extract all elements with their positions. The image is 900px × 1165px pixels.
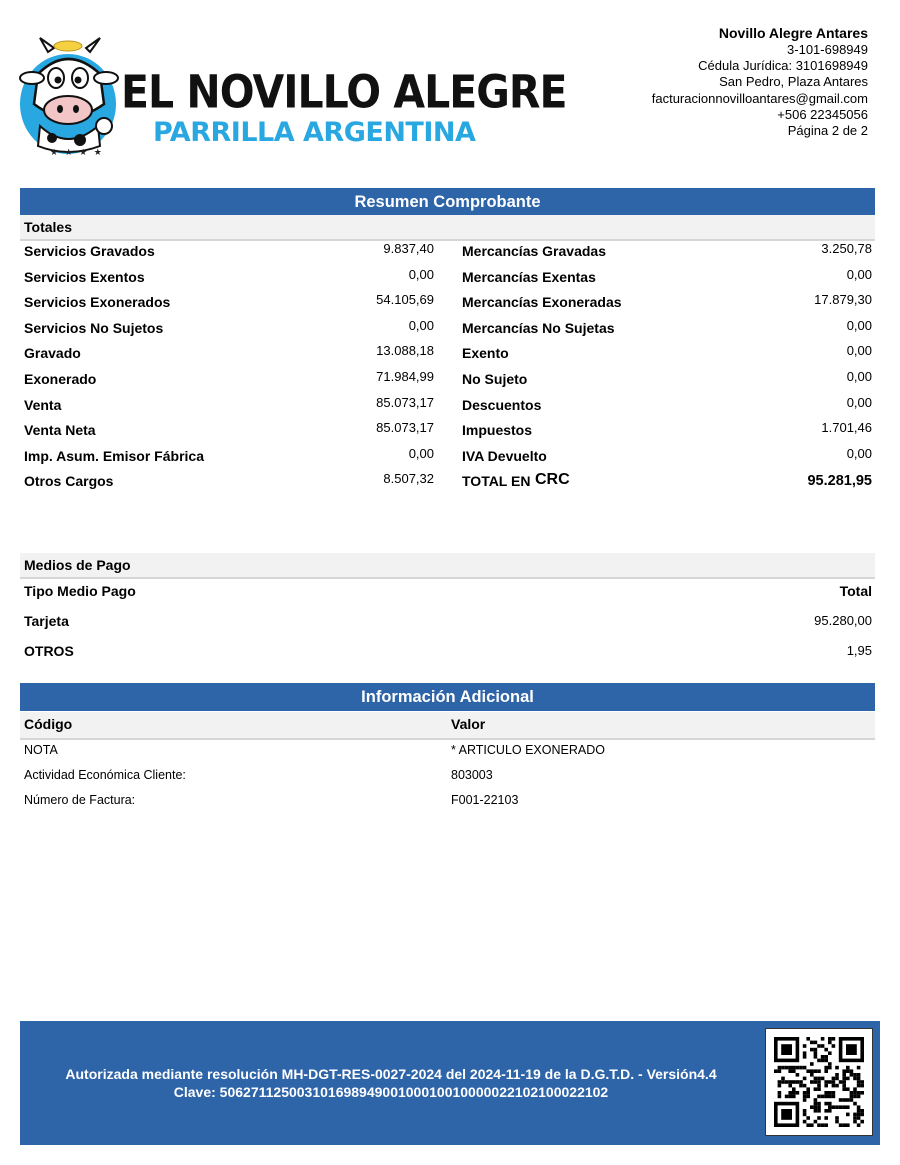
summary-label: Exonerado: [24, 371, 97, 387]
summary-value: 0,00: [408, 266, 434, 282]
additional-code: Actividad Económica Cliente:: [24, 768, 186, 782]
payment-total: 1,95: [846, 643, 872, 658]
grand-total-value: 95.281,95: [807, 473, 872, 490]
additional-code: Número de Factura:: [24, 793, 136, 807]
company-id: 3-101-698949: [787, 42, 868, 57]
additional-value: 803003: [451, 768, 493, 782]
company-phone: +506 22345056: [777, 106, 868, 122]
payment-row: [24, 643, 874, 663]
summary-label: Exento: [462, 345, 509, 362]
summary-label: Gravado: [24, 345, 81, 362]
summary-label: IVA Devuelto: [462, 447, 547, 464]
payment-type: OTROS: [24, 643, 74, 659]
summary-value: 0,00: [846, 369, 872, 384]
qr-code-icon: [765, 1028, 873, 1136]
summary-label: Descuentos: [462, 396, 542, 413]
summary-value: 0,00: [408, 317, 434, 333]
summary-label: Mercancías Exoneradas: [462, 294, 622, 311]
stars-icon: ★ ★ ★ ★: [50, 147, 104, 157]
footer: [20, 1021, 880, 1145]
additional-value: F001-22103: [451, 793, 519, 807]
additional-col-value: Valor: [451, 716, 486, 732]
summary-value: 17.879,30: [814, 292, 872, 308]
payment-col-total: Total: [839, 583, 872, 599]
payment-title: Medios de Pago: [20, 553, 875, 579]
summary-label: TOTAL EN: [462, 473, 531, 490]
currency-code: CRC: [535, 471, 570, 489]
cow-mascot-icon: [18, 34, 128, 159]
summary-label: No Sujeto: [462, 371, 528, 387]
summary-value: 0,00: [846, 394, 872, 410]
summary-label: Mercancías No Sujetas: [462, 319, 615, 336]
brand-name: EL NOVILLO ALEGRE: [121, 65, 567, 119]
summary-subtitle: Totales: [20, 215, 875, 241]
summary-label: Venta: [24, 396, 62, 413]
summary-value: 1.701,46: [821, 420, 872, 436]
summary-value: 3.250,78: [821, 241, 872, 256]
additional-header: [20, 712, 875, 740]
summary-value: 0,00: [846, 343, 872, 359]
company-email: facturacionnovilloantares@gmail.com: [651, 90, 868, 106]
summary-value: 85.073,17: [376, 394, 434, 410]
footer-key: Clave: 50627112500310169894900100010010000022102100022102: [173, 1084, 609, 1100]
payment-col-type: Tipo Medio Pago: [24, 583, 136, 599]
summary-value: 9.837,40: [383, 241, 434, 256]
additional-col-code: Código: [24, 716, 73, 732]
company-cedula: Cédula Jurídica: 3101698949: [698, 58, 868, 74]
brand-logo: [18, 34, 567, 159]
additional-title: Información Adicional: [20, 683, 875, 711]
payment-header-row: [24, 583, 874, 603]
summary-value: 85.073,17: [376, 420, 434, 436]
summary-value: 0,00: [846, 266, 872, 282]
summary-label: Imp. Asum. Emisor Fábrica: [24, 447, 204, 464]
summary-label: Venta Neta: [24, 422, 96, 439]
summary-label: Servicios Exentos: [24, 268, 145, 285]
company-address: San Pedro, Plaza Antares: [719, 74, 868, 90]
payment-total: 95.280,00: [814, 613, 872, 628]
summary-value: 71.984,99: [376, 369, 434, 384]
summary-value: 54.105,69: [376, 292, 434, 308]
summary-value: 0,00: [408, 445, 434, 461]
summary-value: 0,00: [846, 445, 872, 461]
summary-label: Servicios Exonerados: [24, 294, 171, 311]
company-name: Novillo Alegre Antares: [718, 25, 868, 41]
summary-label: Otros Cargos: [24, 473, 114, 490]
summary-label: Mercancías Exentas: [462, 268, 596, 285]
summary-value: 8.507,32: [383, 471, 434, 487]
additional-code: NOTA: [24, 743, 58, 757]
summary-title: Resumen Comprobante: [20, 188, 875, 216]
summary-label: Impuestos: [462, 422, 533, 439]
summary-label: Mercancías Gravadas: [462, 243, 606, 259]
summary-label: Servicios Gravados: [24, 243, 155, 259]
summary-value: 13.088,18: [376, 343, 434, 359]
company-info: [652, 24, 868, 139]
brand-tagline: PARRILLA ARGENTINA: [153, 117, 476, 148]
footer-authorization: Autorizada mediante resolución MH-DGT-RES-0027-2024 del 2024-11-19 de la D.G.T.D. - Versión4.4: [65, 1066, 717, 1082]
payment-row: [24, 613, 874, 633]
summary-label: Servicios No Sujetos: [24, 319, 164, 336]
payment-type: Tarjeta: [24, 613, 69, 629]
summary-value: 0,00: [846, 317, 872, 333]
footer-text: [20, 1065, 762, 1101]
additional-value: * ARTICULO EXONERADO: [451, 743, 605, 757]
page-number: Página 2 de 2: [787, 123, 868, 139]
